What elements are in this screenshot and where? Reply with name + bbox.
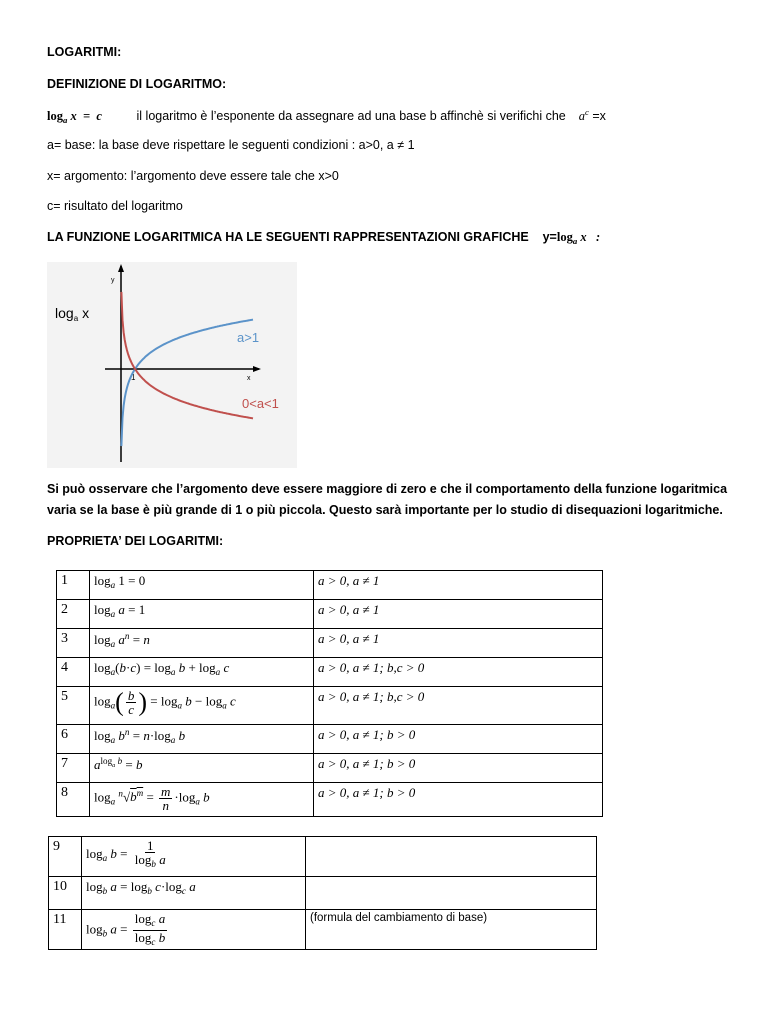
y-axis-arrow [118, 264, 124, 272]
formula-cell: $\log_a b$ = $\frac{1}{\log_b a}$ [82, 837, 306, 877]
condition-cell: (formula del cambiamento di base) [306, 910, 597, 950]
formula-cell: $\log_a ^n√b^m$ = $\frac{m}{n}$ $\cdot\log_a$ b [90, 783, 314, 817]
table-row [49, 910, 597, 950]
legend-a-gt-1: a>1 [237, 330, 260, 345]
condition-cell: a > 0, a ≠ 1 [314, 629, 603, 658]
series-a-gt-1-line [121, 320, 253, 447]
observation-line-1: Si può osservare che l’argomento deve essere maggiore di zero e che il comportamento della funzione logaritmica [47, 482, 728, 496]
condition-cell: a > 0, a ≠ 1; b > 0 [314, 783, 603, 817]
row-number: 11 [49, 910, 82, 950]
condition-cell: a > 0, a ≠ 1; b > 0 [314, 725, 603, 754]
base-condition-line: a= base: la base deve rispettare le seguenti condizioni : a>0, a ≠ 1 [47, 138, 415, 152]
condition-cell: a > 0, a ≠ 1 [314, 571, 603, 600]
formula-cell: $\log_a a^n = n$ [90, 629, 314, 658]
table-row [57, 754, 603, 783]
row-number: 1 [57, 571, 90, 600]
condition-cell: a > 0, a ≠ 1; b,c > 0 [314, 658, 603, 687]
formula-cell: $\log_a a = 1$ [90, 600, 314, 629]
table-row [57, 687, 603, 725]
row-number: 8 [57, 783, 90, 817]
log-function-chart [47, 262, 297, 468]
formula-cell: $\log_b a$ = $\frac{\log_c a}{\log_c b}$ [82, 910, 306, 950]
tick-label-1: 1 [131, 373, 136, 382]
table-row [57, 571, 603, 600]
row-number: 4 [57, 658, 90, 687]
definition-power: $a^c$ [578, 107, 589, 123]
row-number: 2 [57, 600, 90, 629]
legend-0-lt-a-lt-1: 0<a<1 [242, 396, 279, 411]
result-line: c= risultato del logaritmo [47, 199, 183, 213]
table-row [57, 600, 603, 629]
row-number: 5 [57, 687, 90, 725]
formula-cell: $\log_a 1 = 0$ [90, 571, 314, 600]
table-row [57, 658, 603, 687]
definition-line: $\log_a x = c$ il logaritmo è l’esponente da assegnare ad una base b affinchè si verifichi che $a^c =x$ [47, 107, 606, 125]
table-row [57, 725, 603, 754]
chart-ylabel: $\log_a x$ [55, 305, 90, 323]
condition-cell [306, 837, 597, 877]
function-title: LA FUNZIONE LOGARITMICA HA LE SEGUENTI RAPPRESENTAZIONI GRAFICHE $y=\log_a$ x : [47, 230, 601, 246]
definition-formula: $\log_a x = c$ [47, 109, 102, 125]
x-axis-arrow [253, 366, 261, 372]
definition-title: DEFINIZIONE DI LOGARITMO: [47, 77, 227, 91]
observation-line-2: varia se la base è più grande di 1 o più piccola. Questo sarà importante per lo studio di disequazioni logaritmiche. [47, 503, 723, 517]
formula-cell: $a^{log_a b} = b$ [90, 754, 314, 783]
formula-cell: $\log_b a = \log_b c\cdot\log_c$ a [82, 877, 306, 910]
row-number: 7 [57, 754, 90, 783]
properties-table-1 [56, 570, 603, 817]
formula-cell: $\log_a b^n = n\cdot\log_a$ b [90, 725, 314, 754]
row-number: 6 [57, 725, 90, 754]
row-number: 9 [49, 837, 82, 877]
series-0-lt-a-lt-1-line [121, 292, 253, 419]
definition-text: il logaritmo è l’esponente da assegnare ad una base b affinchè si verifichi che [136, 109, 566, 123]
row-number: 10 [49, 877, 82, 910]
formula-cell: $\log_a$( $\frac{b}{c}$ ) = $\log_a b - \log_a c$ [90, 687, 314, 725]
argument-condition-line: x= argomento: l’argomento deve essere tale che x>0 [47, 169, 339, 183]
table-row [57, 783, 603, 817]
condition-cell: a > 0, a ≠ 1 [314, 600, 603, 629]
x-axis-label: x [247, 375, 251, 382]
properties-title: PROPRIETA’ DEI LOGARITMI: [47, 534, 224, 548]
condition-cell [306, 877, 597, 910]
condition-cell: a > 0, a ≠ 1; b > 0 [314, 754, 603, 783]
page-heading: LOGARITMI: [47, 45, 122, 59]
table-row [49, 837, 597, 877]
table-row [57, 629, 603, 658]
condition-cell: a > 0, a ≠ 1; b,c > 0 [314, 687, 603, 725]
properties-table-2 [48, 836, 597, 950]
chart-svg [47, 262, 297, 468]
formula-cell: $\log_a(b\cdot c) = \log_a b + \log_a c$ [90, 658, 314, 687]
table-row [49, 877, 597, 910]
row-number: 3 [57, 629, 90, 658]
y-axis-label: y [111, 277, 115, 284]
